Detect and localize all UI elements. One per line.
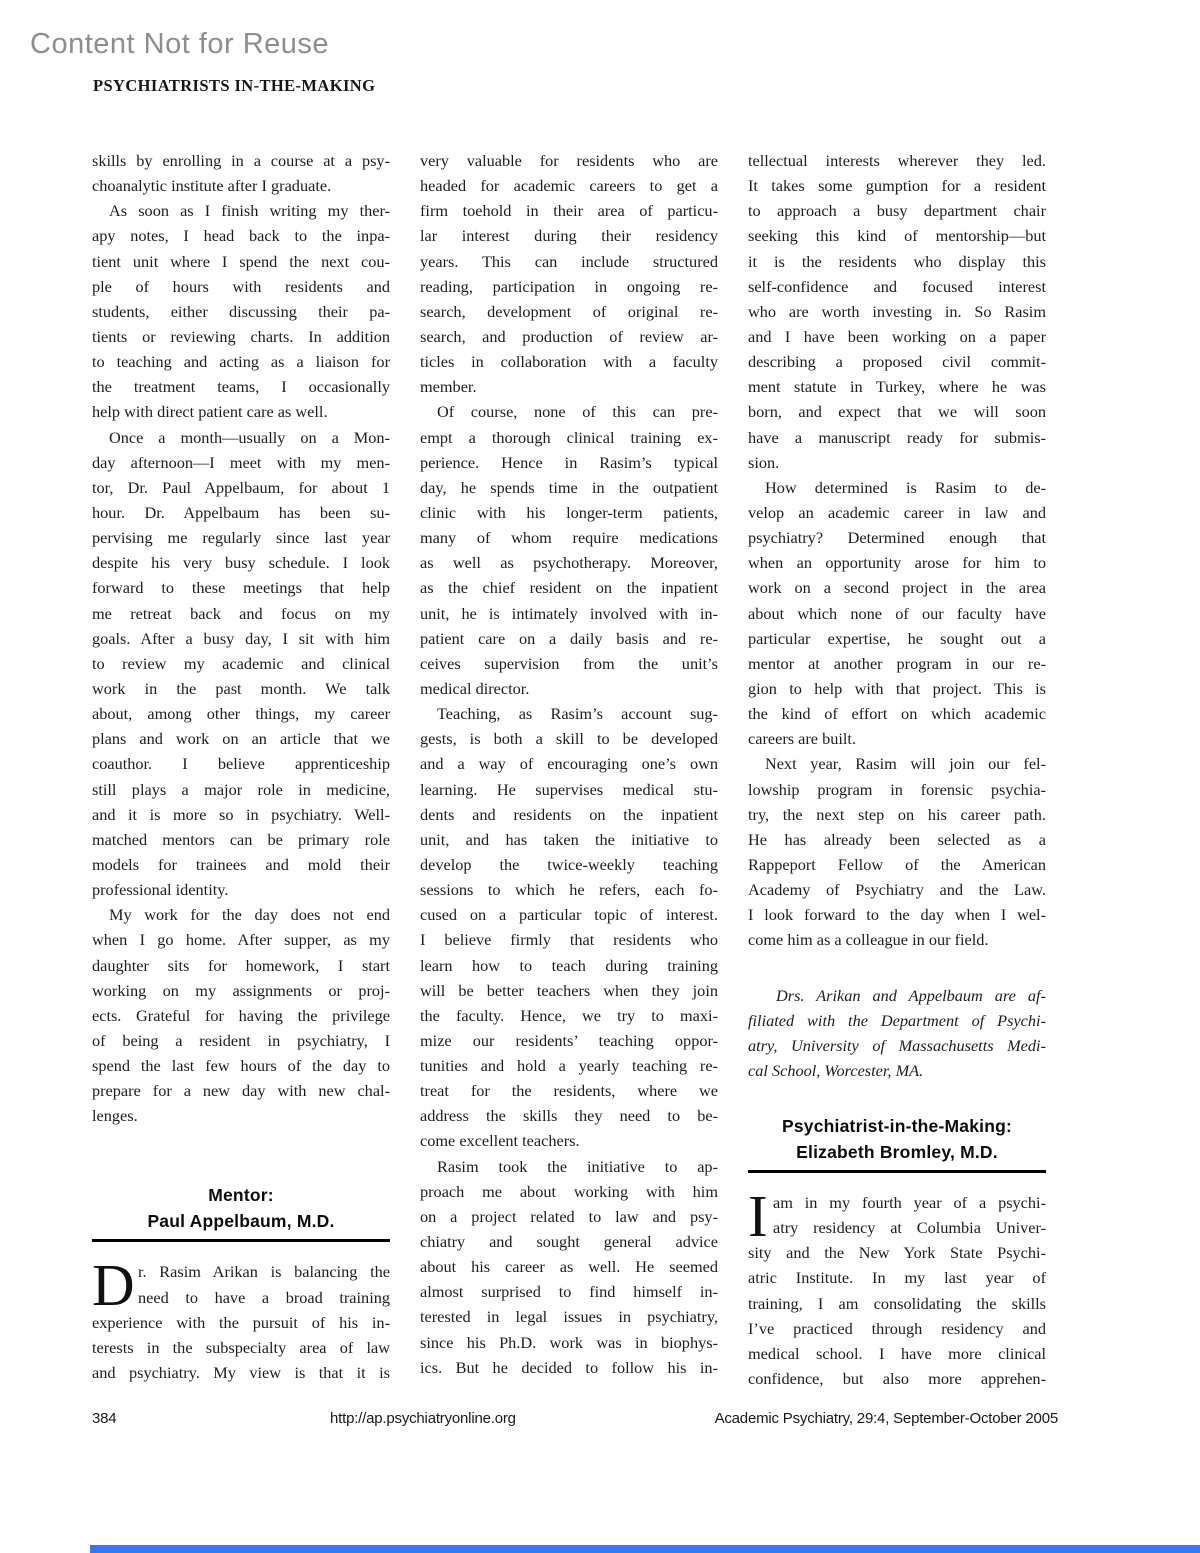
text-line: tor, Dr. Paul Appelbaum, for about 1 [92,477,390,497]
text-line: learning. He supervises medical stu- [420,779,718,799]
text-line: me retreat back and focus on my [92,603,390,623]
text-line: spend the last few hours of the day to [92,1056,390,1076]
text-line: come excellent teachers. [420,1131,580,1151]
heading-line: Elizabeth Bromley, M.D. [796,1142,998,1163]
dropcap-paragraph [748,1183,1046,1391]
text-line: Rasim took the initiative to ap- [437,1156,718,1176]
text-line: since his Ph.D. work was in biophys- [420,1332,718,1352]
text-line: atry residency at Columbia Univer- [773,1218,1046,1238]
text-line: experience with the pursuit of his in- [92,1312,390,1332]
text-line: unit, he is intimately involved with in- [420,603,718,623]
text-line: My work for the day does not end [109,905,390,925]
text-line: filiated with the Department of Psychi- [748,1010,1046,1030]
text-line: atry, University of Massachusetts Medi- [748,1035,1046,1055]
text-line: the kind of effort on which academic [748,704,1046,724]
text-line: tunities and hold a yearly teaching re- [420,1056,718,1076]
paragraph [748,475,1046,752]
text-line: it is the residents who display this [748,251,1046,271]
text-column [92,148,390,1391]
text-line: mentor at another program in our re- [748,653,1046,673]
text-line: lar interest during their residency [420,226,718,246]
text-line: ment statute in Turkey, where he was [748,377,1046,397]
text-line: Rappeport Fellow of the American [748,854,1046,874]
text-line: Once a month—usually on a Mon- [109,427,390,447]
text-line: atric Institute. In my last year of [748,1268,1046,1288]
text-line: empt a thorough clinical training ex- [420,427,718,447]
text-line: sity and the New York State Psychi- [748,1243,1046,1263]
text-line: still plays a major role in medicine, [92,779,390,799]
heading-line: Psychiatrist-in-the-Making: [781,1116,1012,1137]
paragraph [92,902,390,1128]
page-number: 384 [92,1410,117,1427]
text-line: I look forward to the day when I wel- [748,905,1046,925]
text-line: skills by enrolling in a course at a psy- [92,151,390,170]
section-heading [748,1113,1046,1173]
text-column [420,148,718,1391]
text-line: Teaching, as Rasim’s account sug- [437,704,718,724]
text-line: sessions to which he refers, each fo- [420,880,718,900]
text-line: when I go home. After supper, as my [92,930,390,950]
text-line: work in the past month. We talk [92,678,390,698]
text-line: tient unit where I spend the next cou- [92,251,390,271]
text-line: particular expertise, he sought out a [748,628,1046,648]
text-line: and a way of encouraging one’s own [420,754,718,774]
text-line: born, and expect that we will soon [748,402,1046,422]
text-line: tellectual interests wherever they led. [748,151,1046,170]
heading-rule [748,1170,1046,1173]
text-line: when an opportunity arose for him to [748,553,1046,573]
text-line: to review my academic and clinical [92,653,390,673]
text-line: terested in legal issues in psychiatry, [420,1307,718,1327]
text-line: on a project related to law and psy- [420,1206,718,1226]
page-footer [92,1410,1058,1432]
text-line: will be better teachers when they join [420,980,718,1000]
heading-line: Paul Appelbaum, M.D. [147,1211,335,1232]
text-line: r. Rasim Arikan is balancing the [138,1262,390,1282]
text-line: cused on a particular topic of interest. [420,905,718,925]
text-line: to teaching and acting as a liaison for [92,352,390,372]
text-line: perience. Hence in Rasim’s typical [420,452,718,472]
text-line: tients or reviewing charts. In addition [92,326,390,346]
text-line: almost surprised to find himself in- [420,1282,718,1302]
journal-url: http://ap.psychiatryonline.org [330,1410,516,1427]
text-line: ticles in collaboration with a faculty [420,352,718,372]
text-line: unit, and has taken the initiative to [420,829,718,849]
text-line: Next year, Rasim will join our fel- [765,754,1046,774]
text-line: ceives supervision from the unit’s [420,653,718,673]
text-line: He has already been selected as a [748,829,1046,849]
text-line: try, the next step on his career path. [748,804,1046,824]
text-line: develop the twice-weekly teaching [420,854,718,874]
paragraph [420,148,718,399]
paragraph [420,1154,718,1380]
text-line: day, he spends time in the outpatient [420,477,718,497]
text-line: coauthor. I believe apprenticeship [92,754,390,774]
text-line: headed for academic careers to get a [420,176,718,196]
text-line: help with direct patient care as well. [92,402,328,422]
text-line: forward to these meetings that help [92,578,390,598]
text-line: day afternoon—I meet with my men- [92,452,390,472]
text-line: sion. [748,452,780,472]
text-line: cal School, Worcester, MA. [748,1060,924,1080]
paragraph [748,148,1046,475]
paragraph [92,198,390,424]
text-line: have a manuscript ready for submis- [748,427,1046,447]
text-line: search, and production of review ar- [420,326,718,346]
text-line: ects. Grateful for having the privilege [92,1005,390,1025]
text-line: matched mentors can be primary role [92,829,390,849]
text-line: goals. After a busy day, I sit with him [92,628,390,648]
article-columns [92,148,1048,1391]
text-line: confidence, but also more apprehen- [748,1369,1046,1389]
text-line: professional identity. [92,880,229,900]
text-line: Of course, none of this can pre- [437,402,718,422]
text-line: Academy of Psychiatry and the Law. [748,880,1046,900]
text-line: careers are built. [748,729,857,749]
text-line: How determined is Rasim to de- [765,477,1046,497]
text-line: member. [420,377,477,397]
text-line: and psychiatry. My view is that it is [92,1363,390,1383]
text-line: lowship program in forensic psychia- [748,779,1046,799]
text-line: search, development of original re- [420,301,718,321]
text-line: pervising me regularly since last year [92,528,390,548]
text-line: many of whom require medications [420,528,718,548]
text-line: very valuable for residents who are [420,151,718,170]
text-line: reading, participation in ongoing re- [420,276,718,296]
text-line: despite his very busy schedule. I look [92,553,390,573]
paragraph [92,425,390,903]
text-line: hour. Dr. Appelbaum has been su- [92,502,390,522]
text-line: prepare for a new day with new chal- [92,1081,390,1101]
text-line: Drs. Arikan and Appelbaum are af- [776,985,1046,1005]
text-line: apy notes, I head back to the inpa- [92,226,390,246]
section-heading [92,1182,390,1242]
text-line: as the chief resident on the inpatient [420,578,718,598]
text-line: who are worth investing in. So Rasim [748,301,1046,321]
heading-rule [92,1239,390,1242]
text-line: chiatry and sought general advice [420,1232,718,1252]
text-line: clinic with his longer-term patients, [420,502,718,522]
text-line: gests, is both a skill to be developed [420,729,718,749]
text-line: and it is more so in psychiatry. Well- [92,804,390,824]
text-line: students, either discussing their pa- [92,301,390,321]
text-line: about which none of our faculty have [748,603,1046,623]
text-line: medical director. [420,678,530,698]
text-line: learn how to teach during training [420,955,718,975]
text-line: address the skills they need to be- [420,1106,718,1126]
drop-cap: I [748,1183,768,1250]
text-line: medical school. I have more clinical [748,1343,1046,1363]
text-line: psychiatry? Determined enough that [748,528,1046,548]
text-line: choanalytic institute after I graduate. [92,176,332,196]
text-line: about, among other things, my career [92,704,390,724]
text-line: years. This can include structured [420,251,718,271]
journal-issue: Academic Psychiatry, 29:4, September-October 2005 [714,1410,1058,1427]
text-line: to approach a busy department chair [748,201,1046,221]
text-line: the faculty. Hence, we try to maxi- [420,1005,718,1025]
text-line: working on my assignments or proj- [92,980,390,1000]
text-line: describing a proposed civil commit- [748,352,1046,372]
paragraph [420,701,718,1154]
text-line: proach me about working with him [420,1181,718,1201]
text-line: models for trainees and mold their [92,854,390,874]
text-line: as well as psychotherapy. Moreover, [420,553,718,573]
text-line: of being a resident in psychiatry, I [92,1030,390,1050]
watermark-text: Content Not for Reuse [30,28,330,60]
text-line: patient care on a daily basis and re- [420,628,718,648]
drop-cap: D [92,1252,135,1319]
text-column [748,148,1046,1391]
text-line: work on a second project in the area [748,578,1046,598]
text-line: am in my fourth year of a psychi- [773,1193,1046,1213]
text-line: lenges. [92,1106,138,1126]
text-line: seeking this kind of mentorship—but [748,226,1046,246]
text-line: training, I am consolidating the skills [748,1293,1046,1313]
text-line: and I have been working on a paper [748,326,1046,346]
paragraph [748,983,1046,1084]
text-line: ple of hours with residents and [92,276,390,296]
text-line: As soon as I finish writing my ther- [109,201,390,221]
paragraph [420,399,718,701]
text-line: treat for the residents, where we [420,1081,718,1101]
text-line: mize our residents’ teaching oppor- [420,1030,718,1050]
text-line: velop an academic career in law and [748,502,1046,522]
text-line: need to have a broad training [138,1287,390,1307]
text-line: I believe firmly that residents who [420,930,718,950]
dropcap-paragraph [92,1252,390,1385]
text-line: ics. But he decided to follow his in- [420,1357,718,1377]
text-line: gion to help with that project. This is [748,678,1046,698]
text-line: It takes some gumption for a resident [748,176,1046,196]
paragraph [748,751,1046,952]
text-line: the treatment teams, I occasionally [92,377,390,397]
text-line: come him as a colleague in our field. [748,930,989,950]
text-line: I’ve practiced through residency and [748,1318,1046,1338]
text-line: daughter sits for homework, I start [92,955,390,975]
text-line: firm toehold in their area of particu- [420,201,718,221]
heading-line: Mentor: [208,1185,274,1206]
text-line: self-confidence and focused interest [748,276,1046,296]
text-line: dents and residents on the inpatient [420,804,718,824]
bottom-accent-bar [90,1545,1200,1553]
running-head: PSYCHIATRISTS IN-THE-MAKING [93,76,376,95]
text-line: about his career as well. He seemed [420,1257,718,1277]
text-line: terests in the subspecialty area of law [92,1337,390,1357]
paragraph [92,148,390,198]
text-line: plans and work on an article that we [92,729,390,749]
